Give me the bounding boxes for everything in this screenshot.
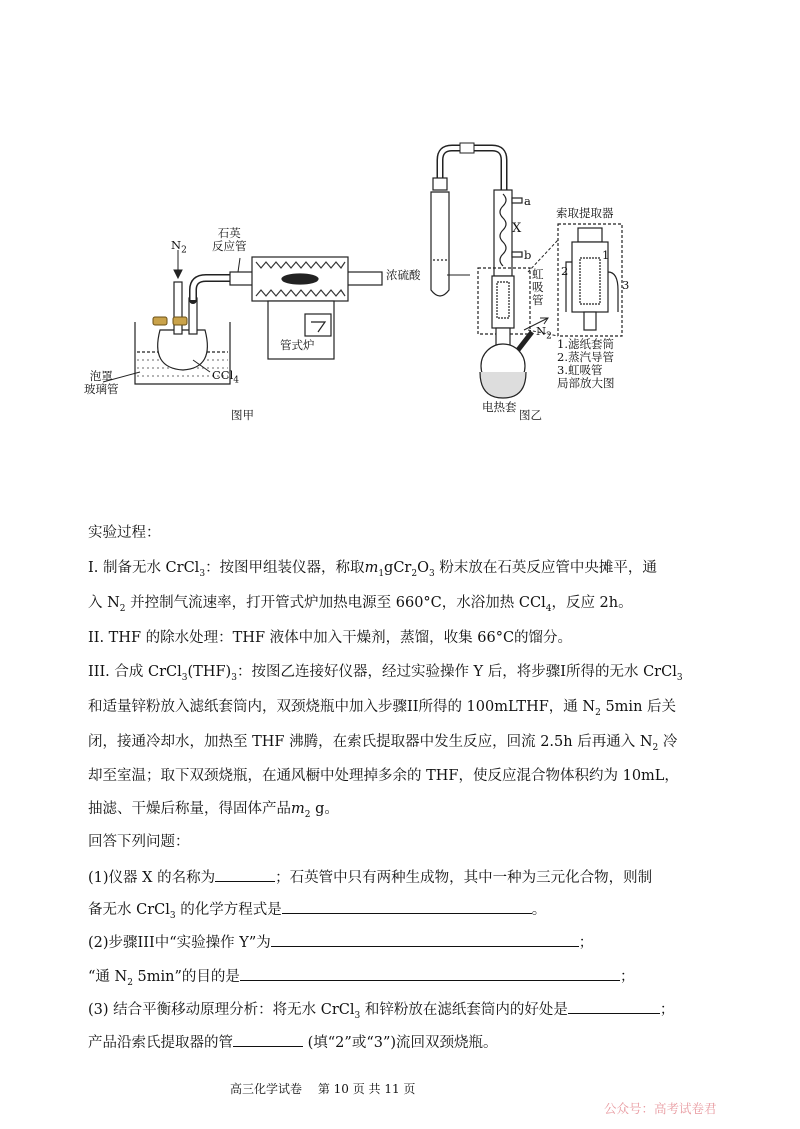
- q1a: (1)仪器 X 的名称为: [88, 870, 216, 886]
- q1-line1: [88, 866, 652, 887]
- fig-b-n2-sub: 2: [546, 331, 552, 342]
- s1c: gCr: [384, 560, 412, 576]
- bubbler-flask: [158, 282, 208, 370]
- q3c: ；: [659, 1002, 675, 1018]
- q1c-sub: 3: [169, 910, 176, 921]
- q3-line2: [88, 1031, 498, 1052]
- q2c-sub: 2: [127, 977, 133, 988]
- step2-line: II. THF 的除水处理：THF 液体中加入干燥剂，蒸馏，收集 66°C的馏分。: [88, 630, 573, 646]
- q2-line1: [88, 931, 593, 952]
- q2-line2: [88, 965, 634, 988]
- fig-b-n2-label: [536, 326, 552, 341]
- q2e: ；: [619, 969, 635, 985]
- siphon-1: 虹: [532, 267, 544, 281]
- q2d: 5min”的目的是: [132, 969, 240, 985]
- two-neck-flask: [480, 328, 532, 398]
- fig-b-soxhlet-title: 索取提取器: [556, 206, 614, 220]
- s3l1c: ：按图乙连接好仪器，经过实验操作 Y 后，将步骤I所得的无水 CrCl: [236, 664, 677, 680]
- q3d: 产品沿索氏提取器的管: [88, 1035, 233, 1051]
- q2a: (2)步骤III中“实验操作 Y”为: [88, 935, 271, 951]
- fig-b-legend: [557, 338, 615, 390]
- answer-heading: 回答下列问题：: [88, 834, 190, 850]
- q1d: 的化学方程式是: [175, 902, 282, 918]
- q3-line1: [88, 998, 674, 1021]
- s3l1b: (THF): [187, 664, 232, 680]
- fig-a-furnace-label: 管式炉: [280, 338, 315, 352]
- process-heading: 实验过程：: [88, 525, 161, 541]
- s1l2c: ，反应 2h。: [551, 595, 633, 611]
- s3l5-sub: 2: [304, 809, 311, 820]
- s3l3-sub: 2: [652, 742, 659, 753]
- s3l3b: 冷: [658, 734, 678, 750]
- fig-a-bubbler-label: [84, 370, 119, 396]
- q2-blank-2[interactable]: [240, 966, 620, 981]
- ccl4-text: CCl: [212, 368, 234, 382]
- step3-line3: [88, 730, 677, 753]
- s1e: 粉末放在石英反应管中央摊平，通: [434, 560, 657, 576]
- q1-line2: [88, 898, 546, 921]
- step3-line1: [88, 660, 683, 683]
- s3l2b: 5min 后关: [600, 699, 677, 715]
- s3l3a: 闭，接通冷却水，加热至 THF 沸腾，在索氏提取器中发生反应，回流 2.5h 后再通入 N: [88, 734, 653, 750]
- page-footer: 高三化学试卷 第 10 页 共 11 页: [230, 1082, 416, 1096]
- fig-b-n2num: 2: [561, 264, 569, 278]
- bubbler-label-2: 玻璃管: [84, 382, 119, 396]
- q1-blank-2[interactable]: [282, 899, 532, 914]
- q1e: 。: [531, 902, 547, 918]
- s1a-sub: 3: [199, 568, 206, 579]
- fig-b-a-label: a: [524, 194, 531, 208]
- fig-b-n2-text: N: [536, 324, 547, 338]
- s1l2-sub: 2: [119, 603, 126, 614]
- bubbler-label-1: 泡罩: [89, 369, 113, 383]
- q2b: ；: [578, 935, 594, 951]
- q1-blank-1[interactable]: [215, 867, 275, 882]
- step3-line2: [88, 695, 676, 718]
- ccl4-sub: 4: [233, 375, 240, 386]
- s1d: O: [417, 560, 429, 576]
- vapour-line: [440, 148, 504, 196]
- q3e: (填“2”或“3”)流回双颈烧瓶。: [303, 1035, 498, 1051]
- s1l2a: 入 N: [88, 595, 120, 611]
- soxhlet-zoom: [558, 224, 622, 336]
- s1c-sub: 2: [411, 568, 418, 579]
- n2-text: N: [171, 238, 182, 252]
- quartz-label-2: 反应管: [212, 239, 247, 253]
- s1a: I. 制备无水 CrCl: [88, 560, 200, 576]
- fig-b-x-label: X: [512, 221, 522, 236]
- fig-a-caption: 图甲: [231, 408, 254, 422]
- siphon-3: 管: [532, 293, 544, 307]
- s1l2-sub2: 4: [545, 603, 552, 614]
- legend-2: 2.蒸汽导管: [557, 350, 614, 364]
- fig-a-quartz-label: [212, 227, 247, 253]
- stoppers: [153, 317, 187, 325]
- n2-sub: 2: [181, 245, 187, 256]
- s3l5m: m: [291, 801, 305, 817]
- q2-blank-1[interactable]: [271, 932, 579, 947]
- fig-a-ccl4-label: [212, 370, 239, 385]
- q3-blank-1[interactable]: [568, 999, 660, 1014]
- quartz-label-1: 石英: [217, 226, 241, 240]
- q1c: 备无水 CrCl: [88, 902, 170, 918]
- acid-tube: [431, 178, 449, 296]
- q3a: (3) 结合平衡移动原理分析：将无水 CrCl: [88, 1002, 355, 1018]
- s3l1-sub3: 3: [676, 672, 683, 683]
- legend-1: 1.滤纸套筒: [557, 337, 614, 351]
- fig-b-mantle-label: 电热套: [482, 400, 517, 414]
- step3-line4: 却至室温；取下双颈烧瓶，在通风橱中处理掉多余的 THF，使反应混合物体积约为 10mL，: [88, 768, 679, 784]
- q3-blank-2[interactable]: [233, 1032, 303, 1047]
- fig-b-n3: 3: [622, 278, 630, 292]
- s3l1-sub: 3: [181, 672, 188, 683]
- step1-line1: [88, 556, 657, 579]
- s1m-sub: 1: [378, 568, 385, 579]
- s1b: ：按图甲组装仪器，称取: [205, 560, 365, 576]
- figure-a-diagram: [0, 0, 800, 440]
- q2c: “通 N: [88, 969, 128, 985]
- s3l1-sub2: 3: [231, 672, 237, 683]
- s3l5b: g。: [310, 801, 339, 817]
- fig-b-b-label: b: [524, 248, 532, 262]
- siphon-2: 吸: [532, 280, 544, 294]
- fig-b-n1: 1: [602, 248, 610, 262]
- s3l2-sub: 2: [595, 707, 601, 718]
- s3l2a: 和适量锌粉放入滤纸套筒内，双颈烧瓶中加入步骤II所得的 100mLTHF，通 N: [88, 699, 596, 715]
- fig-b-siphon-label: [532, 268, 544, 307]
- q3b: 和锌粉放在滤纸套筒内的好处是: [360, 1002, 568, 1018]
- step1-line2: [88, 591, 633, 614]
- soxhlet-body: [478, 268, 530, 334]
- s1d-sub: 3: [428, 568, 435, 579]
- q1b: ；石英管中只有两种生成物，其中一种为三元化合物，则制: [275, 870, 653, 886]
- q3a-sub: 3: [354, 1010, 361, 1021]
- fig-a-n2-label: [171, 240, 187, 255]
- legend-3: 3.虹吸管: [557, 363, 603, 377]
- s3l1a: III. 合成 CrCl: [88, 664, 182, 680]
- s3l5a: 抽滤、干燥后称量，得固体产品: [88, 801, 291, 817]
- fig-b-caption: 图乙: [519, 408, 542, 422]
- step3-line5: [88, 797, 339, 820]
- legend-4: 局部放大图: [557, 376, 615, 390]
- s1m: m: [364, 560, 379, 576]
- s1l2b: 并控制气流速率，打开管式炉加热电源至 660°C，水浴加热 CCl: [125, 595, 546, 611]
- watermark: 公众号：高考试卷君: [604, 1101, 717, 1116]
- fig-b-acid-label: 浓硫酸: [386, 268, 421, 282]
